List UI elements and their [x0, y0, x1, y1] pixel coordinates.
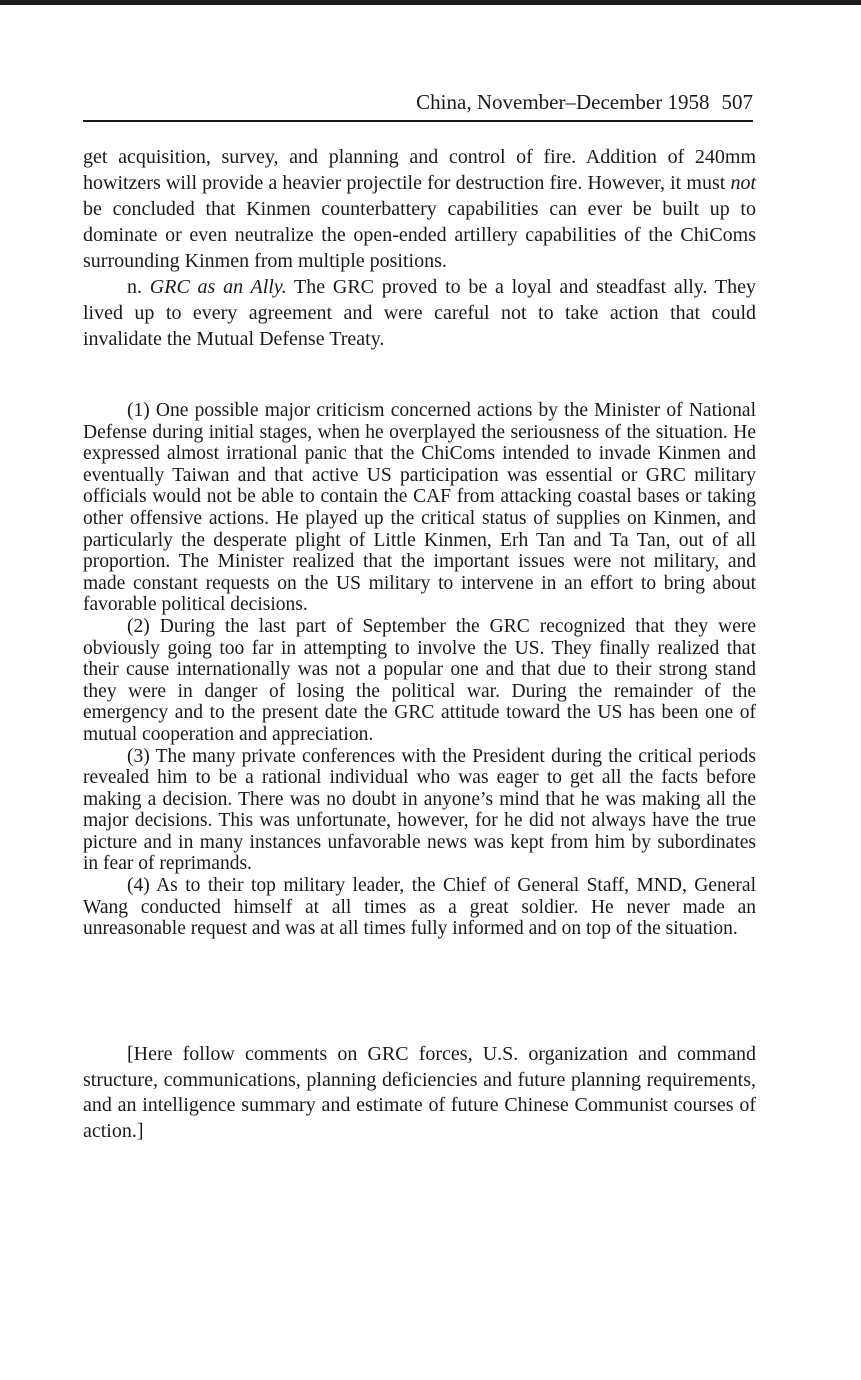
page-number: 507 — [721, 90, 753, 114]
continuation-text-end: be concluded that Kinmen counterbattery capabilities can ever be built up to dominate or even neutralize the open-ended artillery capabilities of the ChiComs surrounding Kinmen from multiple positions. — [83, 198, 756, 272]
numbered-item-3: (3) The many private conferences with the President during the critical periods revealed him to be a rational individual who was eager to get all the facts before making a decision. There was no doubt in anyone’s mind that he was making all the major decisions. This was unfortunate, however, for he did not always have the true picture and in many instances unfavorable news was kept from him by subordinates in fear of reprimands. — [83, 745, 756, 875]
editorial-note: [Here follow comments on GRC forces, U.S. organization and command structure, communications, planning deficiencies and future planning requirements, and an intelligence summary and estimate of future Chinese Communist courses of action.] — [83, 1043, 756, 1142]
running-header — [83, 88, 753, 122]
editorial-note-block — [83, 1042, 756, 1144]
continuation-paragraph — [83, 144, 756, 274]
ally-paragraph — [83, 274, 756, 352]
numbered-item-1: (1) One possible major criticism concerned actions by the Minister of National Defense during initial stages, when he overplayed the seriousness of the situation. He expressed almost irrational panic that the ChiComs intended to invade Kinmen and eventually Taiwan and that active US participation was essential or GRC military officials would not be able to contain the CAF from attacking coastal bases or taking other offensive actions. He played up the critical status of supplies on Kinmen, and particularly the desperate plight of Little Kinmen, Erh Tan and Ta Tan, out of all proportion. The Minister realized that the important issues were not military, and made constant requests on the US military to intervene in an effort to bring about favorable political decisions. — [83, 400, 756, 616]
numbered-item-2: (2) During the last part of September the GRC recognized that they were obviously going too far in attempting to involve the US. They finally realized that their cause internationally was not a popular one and that due to their strong stand they were in danger of losing the political war. During the remainder of the emergency and to the present date the GRC attitude toward the US has been one of mutual cooperation and appreciation. — [83, 615, 756, 745]
top-border-rule — [0, 0, 861, 5]
header-title: China, November–December 1958 — [416, 90, 710, 114]
section-heading: GRC as an Ally. — [149, 276, 287, 298]
numbered-item-4: (4) As to their top military leader, the Chief of General Staff, MND, General Wang conducted himself at all times as a great soldier. He never made an unreasonable request and was at all times fully informed and on top of the situation. — [83, 875, 756, 940]
section-marker: n. — [127, 276, 150, 298]
ally-text: The GRC proved to be a loyal and steadfast ally. They lived up to every agreement and were careful not to take action that could invalidate the Mutual Defense Treaty. — [83, 276, 757, 350]
numbered-items-block — [83, 400, 756, 940]
emphasis-word: not — [730, 172, 756, 194]
main-text-top — [83, 144, 756, 352]
continuation-text-start: get acquisition, survey, and planning and control of fire. Addition of 240mm howitzers will provide a heavier projectile for destruction fire. However, it must — [83, 146, 756, 194]
